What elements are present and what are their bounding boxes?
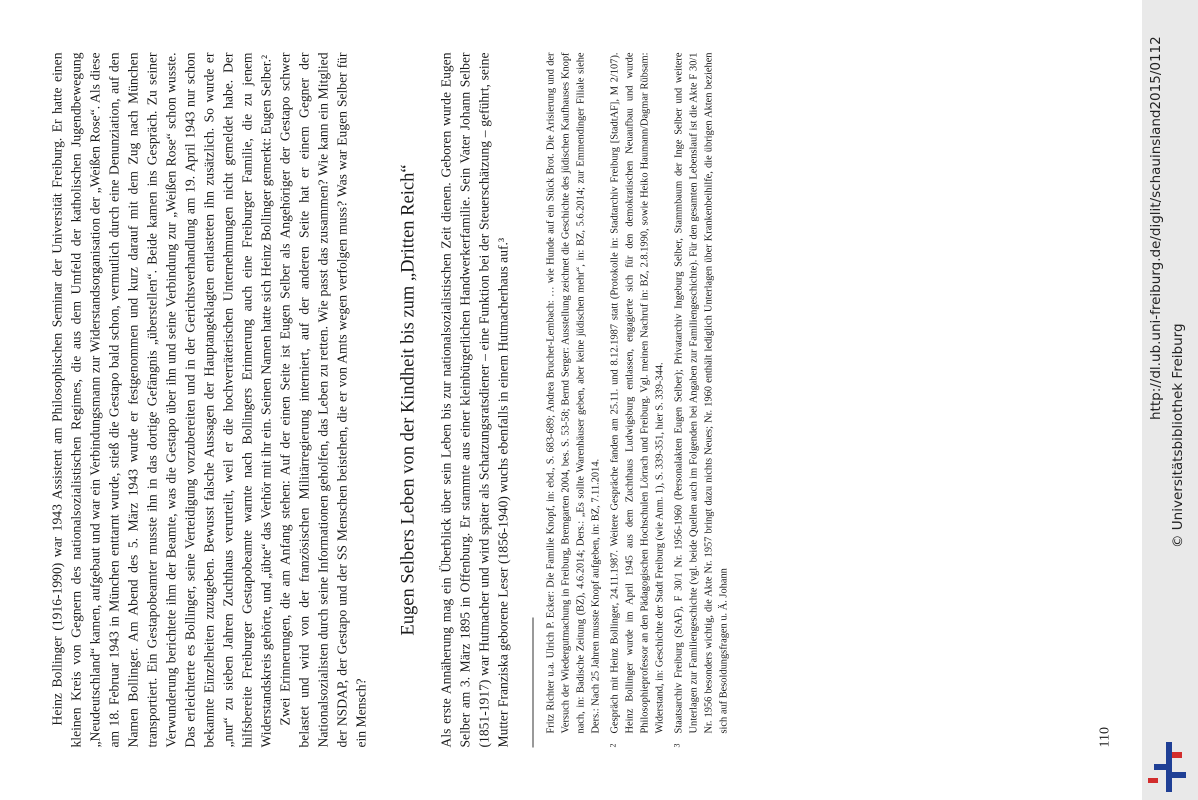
rotated-page-content [48, 52, 1113, 748]
page-number: 110 [1097, 727, 1113, 748]
footnote-number: 2 [608, 743, 618, 748]
footnote-text: Fritz Richter u.a. Ulrich P. Ecker: Die Familie Knopf, in: ebd., S. 683-689; Andrea Brucher-Lembach: … wie Hunde auf ein Stück Brot. Die Arisierung und der Versuch der Wiedergutmachung in Freiburg, Bremgarten 2004, bes. S. 53-58; Bernd Serger: Ausstellung zeichnet die Geschichte des jüdischen Kaufhauses Knopf nach, in: Badische Zeitung (BZ), 4.6.2014; Ders.: „Es sollte Warenhäuser geben, aber keine jüdischen mehr“, in: BZ, 5.6.2014; zur Emmendinger Filiale siehe Ders.: Nach 25 Jahren musste Knopf aufgeben, in: BZ, 7.11.2014. [545, 52, 602, 734]
section-heading: Eugen Selbers Leben von der Kindheit bis zum „Dritten Reich“ [398, 164, 419, 636]
body-paragraph-2: Zwei Erinnerungen, die am Anfang stehen: Auf der einen Seite ist Eugen Selber als Angehöriger der Gestapo schwer belastet und wird von der französischen Militärregierung interniert, auf der anderen Seite hat er einem Gegner der Nationalsozialisten durch seine Informationen geholfen, das Leben zu retten. Wie passt das zusammen? Wie kann ein Mitglied der NSDAP, der Gestapo und der SS Menschen beistehen, die er von Amts wegen verfolgen muss? Was war Eugen Selber für ein Mensch? [277, 52, 369, 748]
section-text [437, 53, 513, 748]
footnote-number [544, 734, 604, 748]
footnote-2 [608, 53, 668, 748]
footnote-divider [533, 618, 534, 748]
footnote-number: 3 [672, 743, 682, 748]
footnotes [544, 53, 732, 748]
footnote-text: Staatsarchiv Freiburg (StAF), F 30/1 Nr. 1956-1960 (Personalakten Eugen Selber); Privatarchiv Ingeburg Selber, Stammbaum der Inge Selber und weitere Unterlagen zur Familiengeschichte (vgl. beide Quellen auch im Folgenden bei Angaben zur Familiengeschichte). Für den gesamten Lebenslauf ist die Akte F 30/1 Nr. 1956 besonders wichtig, die Akte Nr. 1957 bringt dazu nichts Neues; Nr. 1960 enthält lediglich Unterlagen über Krankenbeihilfe, die übrigen Akten beziehen sich auf Besoldungsfragen u. Ä. Johann [673, 52, 730, 734]
footnote-1 [544, 53, 604, 748]
body-text [48, 53, 371, 748]
copyright-notice: © Universitätsbibliothek Freiburg [1170, 323, 1186, 548]
permalink-url[interactable]: http://dl.ub.uni-freiburg.de/diglit/schauinsland2015/0112 [1148, 36, 1164, 420]
body-paragraph-1: Heinz Bollinger (1916-1990) war 1943 Assistent am Philosophischen Seminar der Universität Freiburg. Er hatte einen kleinen Kreis von Gegnern des nationalsozialistischen Regimes, die aus dem Umfeld der katholischen Jugendbewegung „Neudeutschland“ kamen, aufgebaut und war ein Verbindungsmann zur Widerstandsorganisation der „Weißen Rose“. Als diese am 18. Februar 1943 in München enttarnt wurde, stieß die Gestapo bald schon, vermutlich durch eine Denunziation, auf den Namen Bollinger. Am Abend des 5. März 1943 wurde er festgenommen und kurz darauf mit dem Zug nach München transportiert. Ein Gestapobeamter musste ihn in das dortige Gefängnis „überstellen“. Beide kamen ins Gespräch. Zu seiner Verwunderung berichtete ihm der Beamte, was die Gestapo über ihn und seine Verbindung zur „Weißen Rose“ schon wusste. Das erleichterte es Bollinger, seine Verteidigung vorzubereiten und in der Gerichtsverhandlung am 19. April 1943 nur schon bekannte Einzelheiten zuzugeben. Bewusst falsche Aussagen der Hauptangeklagten entlasteten ihn zusätzlich. So wurde er „nur“ zu sieben Jahren Zuchthaus verurteilt, weil er die hochverräterischen Unternehmungen nicht gemeldet habe. Der hilfsbereite Freiburger Gestapobeamte warnte nach Bollingers Erinnerung auch eine Freiburger Familie, die zu jenem Widerstandskreis gehörte, und „übte“ das Verhör mit ihr ein. Seinen Namen hatte sich Heinz Bollinger gemerkt: Eugen Selber.² [49, 52, 274, 748]
section-paragraph: Als erste Annäherung mag ein Überblick über sein Leben bis zur nationalsozialistischen Zeit dienen. Geboren wurde Eugen Selber am 3. März 1895 in Offenburg. Er stammte aus einer kleinbürgerlichen Handwerkerfamilie. Sein Vater Johann Selber (1851-1917) war Hutmacher und wird später als Schatzungsratsdiener – eine Funktion bei der Steuerschätzung – geführt, seine Mutter Franziska geborene Leser (1856-1940) wuchs ebenfalls in einem Hutmacherhaus auf.³ [438, 52, 511, 748]
footnote-text: Gespräch mit Heinz Bollinger, 24.11.1987. Weitere Gespräche fanden am 25.11. und 8.12.1987 statt (Protokolle in: Stadtarchiv Freiburg [StadtAF], M 2/107). Heinz Bollinger wurde im April 1945 aus dem Zuchthaus Ludwigsburg entlassen, engagierte sich für den demokratischen Neuaufbau und wurde Philosophieprofessor an den Pädagogischen Hochschulen Lörrach und Freiburg. Vgl. meinen Nachruf in: BZ, 2.8.1990, sowie Heiko Haumann/Dagmar Rübsam: Widerstand, in: Geschichte der Stadt Freiburg (wie Anm. 1), S. 339-351, hier S. 339-344. [609, 52, 666, 734]
ub-freiburg-logo-icon [1146, 742, 1192, 792]
footnote-3 [672, 53, 732, 748]
